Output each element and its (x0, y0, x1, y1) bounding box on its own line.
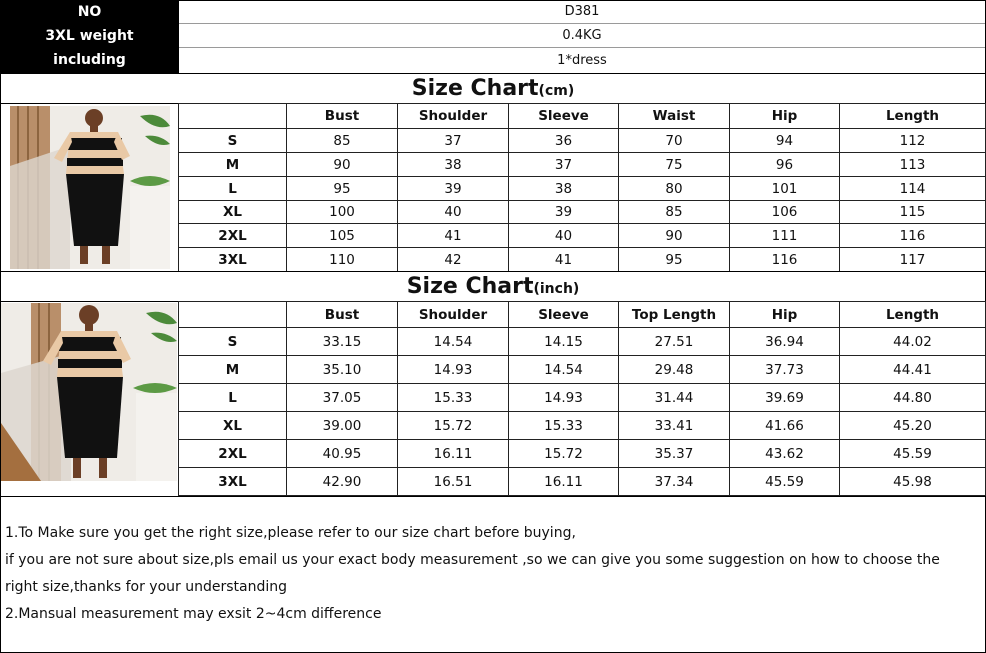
size-cell: S (179, 328, 287, 356)
table-row (179, 129, 986, 153)
value-cell: 70 (619, 129, 730, 153)
header-cell: Sleeve (509, 104, 619, 129)
size-cell: XL (179, 412, 287, 440)
value-cell: 35.10 (287, 356, 398, 384)
value-cell: 39 (509, 201, 619, 224)
model-photo-2 (1, 303, 177, 481)
info-value-including: 1*dress (557, 53, 607, 68)
size-cell: 3XL (179, 248, 287, 272)
header-cell: Bust (287, 104, 398, 129)
table-row (179, 440, 986, 468)
value-cell: 45.98 (840, 468, 986, 496)
table-row (179, 177, 986, 201)
header-cell: Length (840, 104, 986, 129)
value-cell: 31.44 (619, 384, 730, 412)
size-cell: S (179, 129, 287, 153)
value-cell: 45.20 (840, 412, 986, 440)
value-cell: 38 (509, 177, 619, 201)
info-label-no: NO (0, 0, 179, 24)
chart-title-text: Size Chart (406, 274, 534, 299)
value-cell: 40.95 (287, 440, 398, 468)
value-cell: 38 (398, 153, 509, 177)
table-row (179, 468, 986, 496)
size-cell: XL (179, 201, 287, 224)
note-line: if you are not sure about size,pls email us your exact body measurement ,so we can give you some suggestion on how to choose the (5, 552, 940, 568)
model-dress-image (10, 106, 170, 269)
value-cell: 37 (509, 153, 619, 177)
value-cell: 41.66 (730, 412, 840, 440)
value-cell: 95 (619, 248, 730, 272)
header-cell: Hip (730, 104, 840, 129)
value-cell: 27.51 (619, 328, 730, 356)
note-line: right size,thanks for your understanding (5, 579, 288, 595)
header-cell: Length (840, 302, 986, 328)
value-cell: 14.93 (509, 384, 619, 412)
value-cell: 95 (287, 177, 398, 201)
header-cell: Shoulder (398, 302, 509, 328)
size-cell: 2XL (179, 224, 287, 248)
table-row (179, 224, 986, 248)
value-cell: 42 (398, 248, 509, 272)
header-cell: Hip (730, 302, 840, 328)
value-cell: 85 (619, 201, 730, 224)
value-cell: 33.41 (619, 412, 730, 440)
model-dress-image (1, 303, 177, 481)
note-line: 2.Mansual measurement may exsit 2~4cm difference (5, 606, 382, 622)
value-cell: 41 (509, 248, 619, 272)
value-cell: 116 (730, 248, 840, 272)
header-cell (179, 302, 287, 328)
value-cell: 115 (840, 201, 986, 224)
table-row (179, 384, 986, 412)
value-cell: 37.34 (619, 468, 730, 496)
chart-unit: (inch) (533, 281, 580, 297)
value-cell: 44.02 (840, 328, 986, 356)
value-cell: 113 (840, 153, 986, 177)
value-cell: 45.59 (730, 468, 840, 496)
value-cell: 15.72 (398, 412, 509, 440)
value-cell: 80 (619, 177, 730, 201)
size-cell: 3XL (179, 468, 287, 496)
value-cell: 112 (840, 129, 986, 153)
value-cell: 105 (287, 224, 398, 248)
size-table-inch (178, 301, 986, 496)
model-photo-1 (10, 106, 170, 269)
size-chart-inch-title (0, 272, 986, 301)
value-cell: 40 (398, 201, 509, 224)
value-cell: 75 (619, 153, 730, 177)
value-cell: 90 (619, 224, 730, 248)
header-cell: Shoulder (398, 104, 509, 129)
value-cell: 36.94 (730, 328, 840, 356)
value-cell: 116 (840, 224, 986, 248)
value-cell: 39 (398, 177, 509, 201)
value-cell: 37.73 (730, 356, 840, 384)
value-cell: 15.33 (509, 412, 619, 440)
value-cell: 40 (509, 224, 619, 248)
value-cell: 14.15 (509, 328, 619, 356)
value-cell: 100 (287, 201, 398, 224)
value-cell: 35.37 (619, 440, 730, 468)
table-row (179, 412, 986, 440)
table-row (179, 248, 986, 272)
table-row (179, 328, 986, 356)
value-cell: 117 (840, 248, 986, 272)
value-cell: 90 (287, 153, 398, 177)
table-row (179, 356, 986, 384)
value-cell: 45.59 (840, 440, 986, 468)
value-cell: 44.41 (840, 356, 986, 384)
size-cell: L (179, 177, 287, 201)
table-row (179, 201, 986, 224)
value-cell: 36 (509, 129, 619, 153)
value-cell: 106 (730, 201, 840, 224)
chart-title-text: Size Chart (411, 76, 539, 101)
info-value-weight: 0.4KG (179, 24, 985, 48)
divider (0, 496, 986, 497)
value-cell: 14.54 (398, 328, 509, 356)
value-cell: 14.93 (398, 356, 509, 384)
value-cell: 42.90 (287, 468, 398, 496)
value-cell: 114 (840, 177, 986, 201)
header-cell: Waist (619, 104, 730, 129)
note-line: 1.To Make sure you get the right size,please refer to our size chart before buying, (5, 525, 576, 541)
table-header-row (179, 302, 986, 328)
value-cell: 85 (287, 129, 398, 153)
value-cell: 39.69 (730, 384, 840, 412)
value-cell: 15.33 (398, 384, 509, 412)
chart-unit: (cm) (538, 83, 575, 99)
value-cell: 111 (730, 224, 840, 248)
value-cell: 33.15 (287, 328, 398, 356)
header-cell (179, 104, 287, 129)
size-chart-cm-title (0, 74, 986, 103)
size-notes (5, 520, 980, 628)
value-cell: 16.11 (398, 440, 509, 468)
value-cell: 14.54 (509, 356, 619, 384)
header-cell: Top Length (619, 302, 730, 328)
value-cell: 94 (730, 129, 840, 153)
value-cell: 41 (398, 224, 509, 248)
header-cell: Bust (287, 302, 398, 328)
value-cell: 44.80 (840, 384, 986, 412)
size-cell: M (179, 153, 287, 177)
value-cell: 16.11 (509, 468, 619, 496)
table-header-row (179, 104, 986, 129)
value-cell: 96 (730, 153, 840, 177)
size-cell: 2XL (179, 440, 287, 468)
size-cell: M (179, 356, 287, 384)
value-cell: 16.51 (398, 468, 509, 496)
value-cell: 29.48 (619, 356, 730, 384)
table-row (179, 153, 986, 177)
value-cell: 37.05 (287, 384, 398, 412)
value-cell: 101 (730, 177, 840, 201)
info-value-no: D381 (179, 0, 985, 24)
value-cell: 110 (287, 248, 398, 272)
value-cell: 15.72 (509, 440, 619, 468)
value-cell: 39.00 (287, 412, 398, 440)
value-cell: 43.62 (730, 440, 840, 468)
header-cell: Sleeve (509, 302, 619, 328)
value-cell: 37 (398, 129, 509, 153)
size-cell: L (179, 384, 287, 412)
info-label-including: including (0, 48, 179, 73)
info-label-weight: 3XL weight (0, 24, 179, 48)
size-table-cm (178, 103, 986, 272)
